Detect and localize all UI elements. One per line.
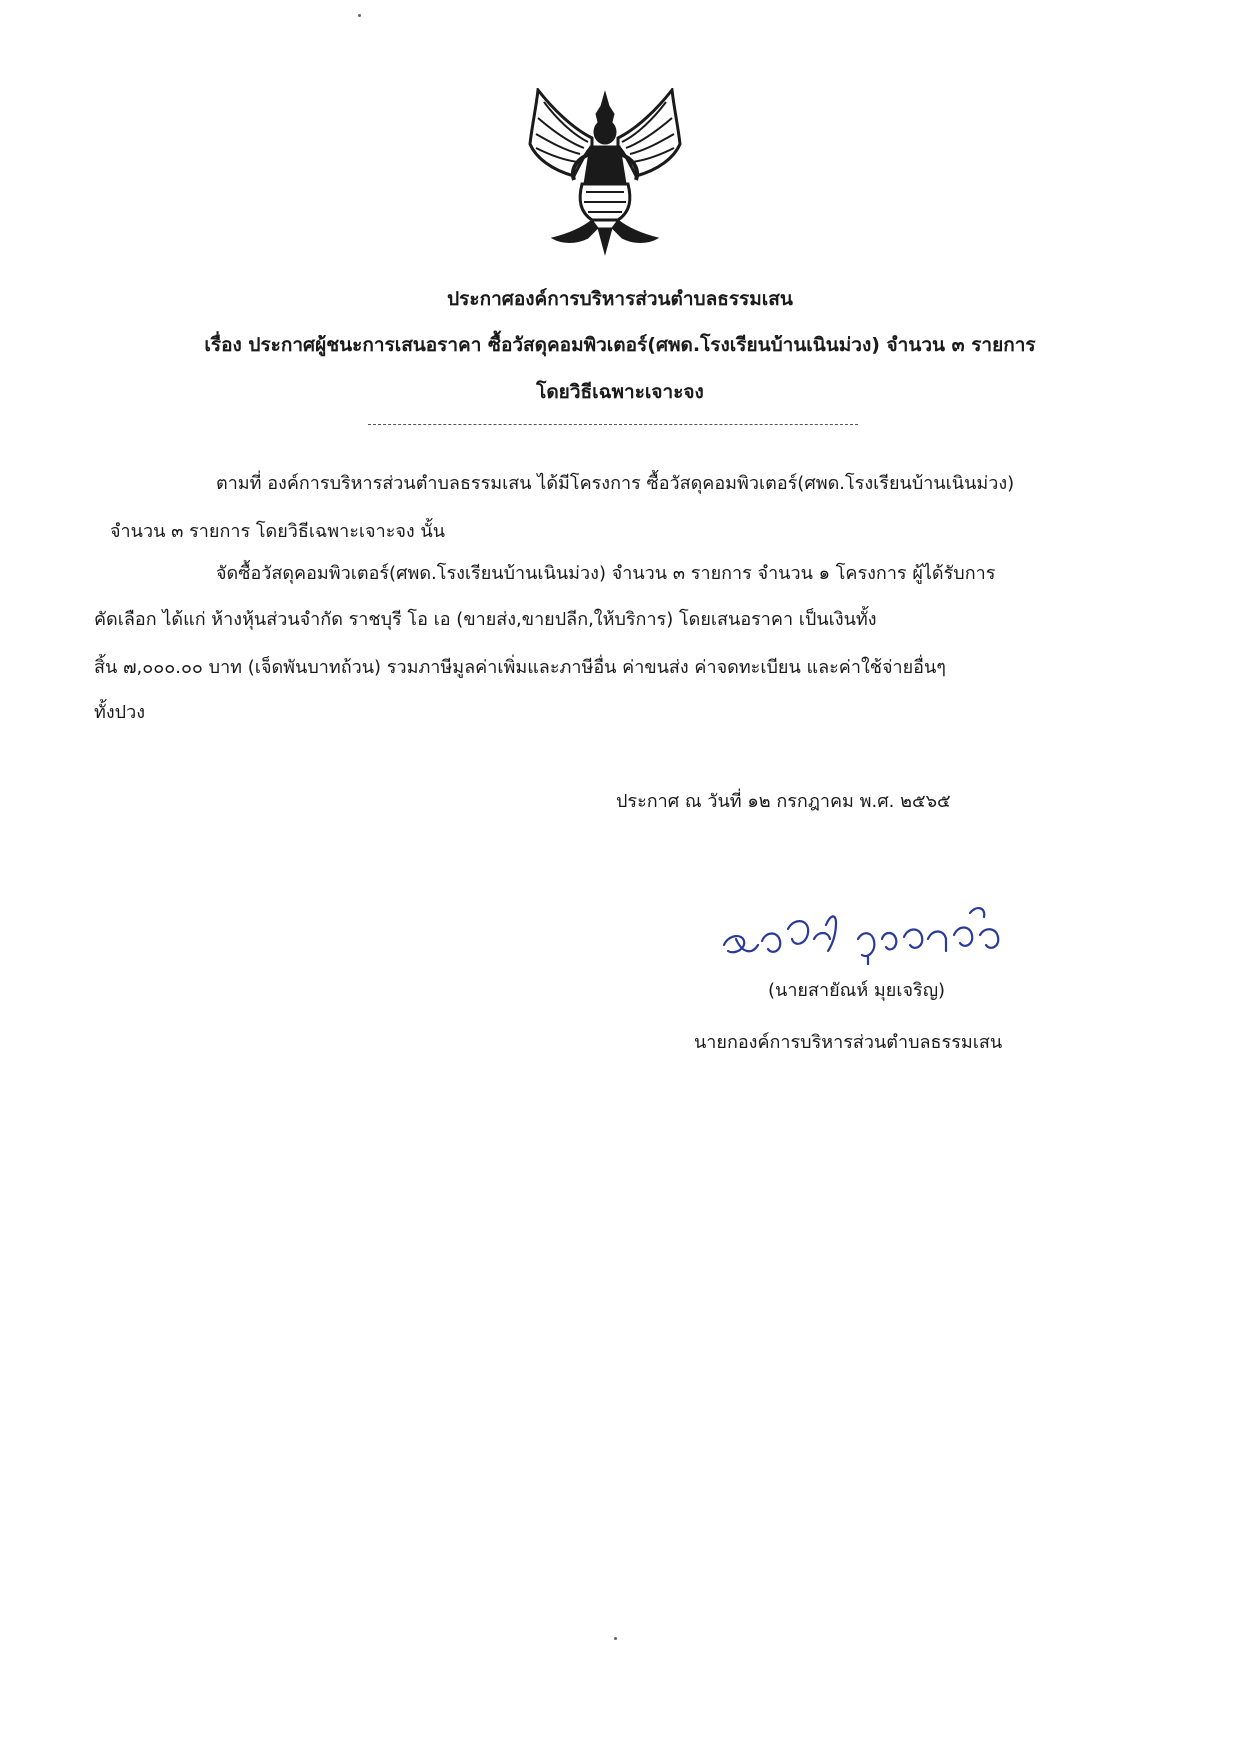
para2-line4: ทั้งปวง	[94, 702, 145, 723]
title-divider	[368, 424, 858, 425]
announce-date: ประกาศ ณ วันที่ ๑๒ กรกฎาคม พ.ศ. ๒๕๖๕	[616, 791, 951, 812]
para2-line2: คัดเลือก ได้แก่ ห้างหุ้นส่วนจำกัด ราชบุรี โอ เอ (ขายส่ง,ขายปลีก,ให้บริการ) โดยเสนอราคา เป็นเงินทั้ง	[94, 609, 877, 630]
document-subject-line1: เรื่อง ประกาศผู้ชนะการเสนอราคา ซื้อวัสดุคอมพิวเตอร์(ศพด.โรงเรียนบ้านเนินม่วง) จำนวน ๓ รายการ	[204, 334, 1036, 356]
para1-line2: จำนวน ๓ รายการ โดยวิธีเฉพาะเจาะจง นั้น	[110, 521, 446, 542]
para2-line3: สิ้น ๗,๐๐๐.๐๐ บาท (เจ็ดพันบาทถ้วน) รวมภาษีมูลค่าเพิ่มและภาษีอื่น ค่าขนส่ง ค่าจดทะเบียน และค่าใช้จ่ายอื่นๆ	[94, 657, 946, 678]
scan-speck	[614, 1637, 617, 1640]
document-title: ประกาศองค์การบริหารส่วนตำบลธรรมเสน	[447, 288, 793, 310]
signatory-position: นายกองค์การบริหารส่วนตำบลธรรมเสน	[694, 1032, 1003, 1053]
handwritten-signature	[718, 895, 1018, 965]
document-subject-line2: โดยวิธีเฉพาะเจาะจง	[536, 381, 704, 403]
para1-line1: ตามที่ องค์การบริหารส่วนตำบลธรรมเสน ได้มีโครงการ ซื้อวัสดุคอมพิวเตอร์(ศพด.โรงเรียนบ้านเนินม่วง)	[216, 473, 1015, 494]
para2-line1: จัดซื้อวัสดุคอมพิวเตอร์(ศพด.โรงเรียนบ้านเนินม่วง) จำนวน ๓ รายการ จำนวน ๑ โครงการ ผู้ได้รับการ	[216, 563, 996, 584]
garuda-emblem-icon	[522, 88, 688, 258]
signatory-name: (นายสายัณห์ มุยเจริญ)	[768, 980, 946, 1001]
scan-speck	[358, 14, 361, 17]
